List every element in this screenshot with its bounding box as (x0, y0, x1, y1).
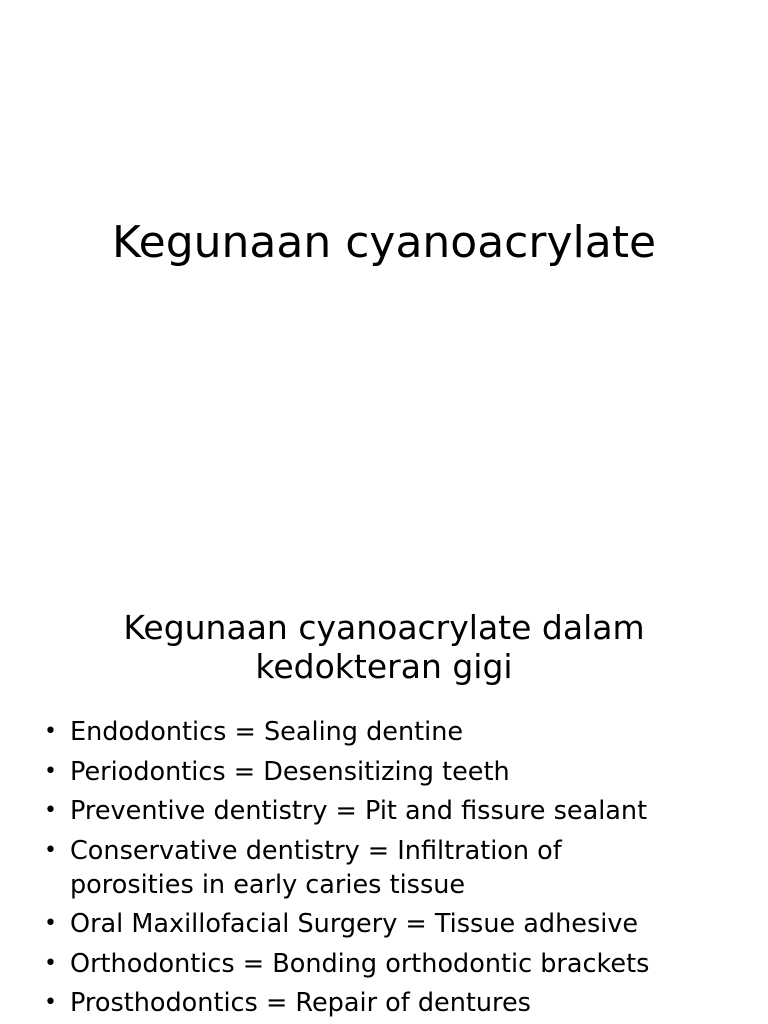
bullet-text (70, 755, 744, 789)
bullet-text (70, 715, 744, 749)
bullet-line: Endodontics = Sealing dentine (70, 717, 464, 747)
bullet-text (70, 907, 744, 941)
bullet-list (44, 715, 744, 1024)
bullet-icon: • (44, 798, 57, 823)
list-item (44, 986, 744, 1020)
bullet-icon: • (44, 837, 57, 863)
slide-title (40, 608, 728, 686)
slide-2 (0, 512, 768, 1024)
list-item (44, 755, 744, 789)
bullet-line: Orthodontics = Bonding orthodontic brackets (70, 948, 650, 979)
list-item (44, 794, 744, 828)
bullet-text (70, 986, 744, 1020)
bullet-text (70, 834, 744, 902)
slide-title: Kegunaan cyanoacrylate (111, 217, 657, 268)
bullet-icon: • (44, 719, 57, 744)
bullet-line: Oral Maxillofacial Surgery = Tissue adhesive (70, 909, 639, 939)
bullet-line: Prosthodontics = Repair of dentures (70, 988, 531, 1018)
list-item (44, 834, 744, 902)
list-item (44, 947, 744, 981)
title-line: Kegunaan cyanoacrylate dalam (123, 608, 645, 647)
bullet-icon: • (44, 911, 57, 936)
bullet-line: Periodontics = Desensitizing teeth (70, 756, 510, 787)
list-item (44, 907, 744, 941)
bullet-text (70, 794, 744, 828)
list-item (44, 715, 744, 749)
bullet-text (70, 947, 744, 981)
bullet-line: Conservative dentistry = Infiltration of (70, 835, 562, 866)
bullet-line: Preventive dentistry = Pit and fissure sealant (70, 796, 648, 826)
bullet-icon: • (44, 950, 57, 976)
bullet-line: porosities in early caries tissue (70, 869, 466, 900)
bullet-icon: • (44, 758, 57, 784)
bullet-icon: • (44, 990, 57, 1015)
title-line: kedokteran gigi (255, 647, 513, 686)
